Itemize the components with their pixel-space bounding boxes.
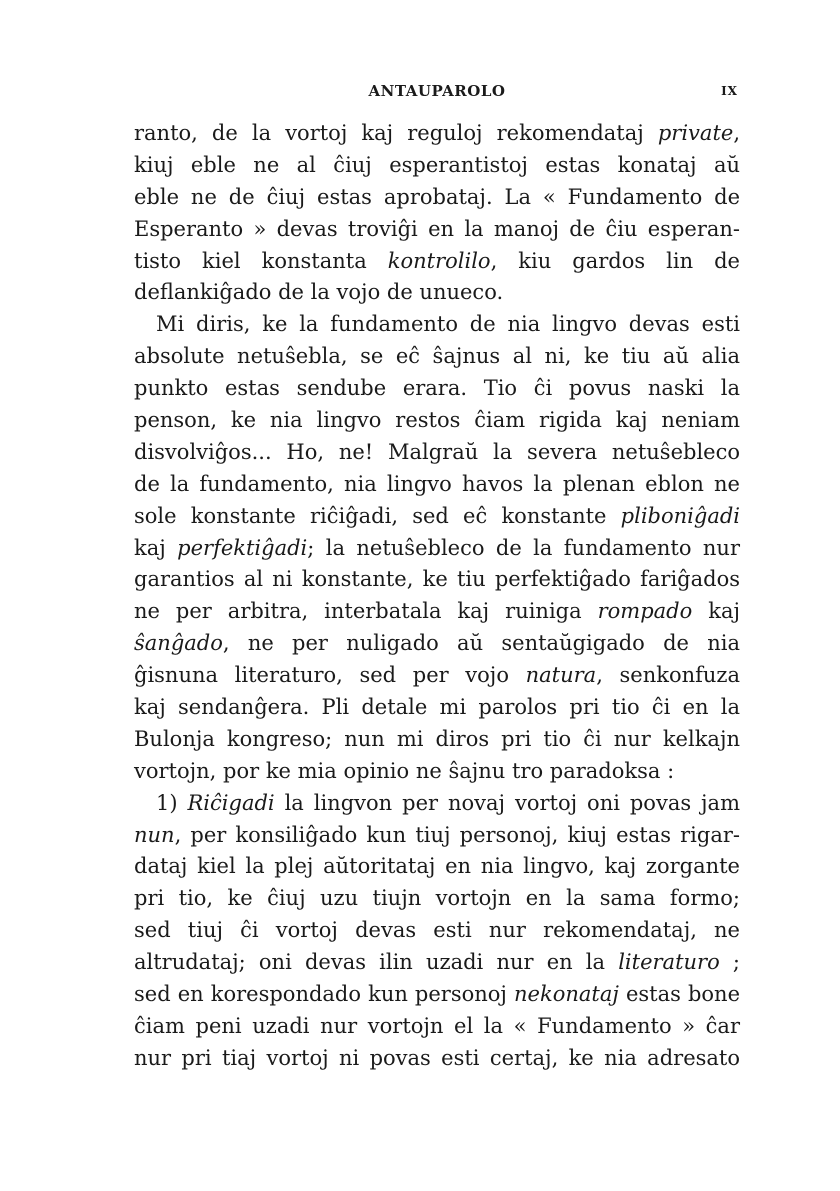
text-segment: Mi diris, ke la fundamento de nia lingvo devas esti — [156, 312, 740, 337]
page-number: IX — [721, 84, 738, 98]
text-segment: ; — [719, 950, 740, 975]
text-line — [134, 915, 740, 947]
text-segment: eble ne de ĉiuj estas aprobataj. La « Fundamento de — [134, 184, 740, 209]
text-line — [134, 182, 740, 214]
text-segment: vortojn, por ke mia opinio ne ŝajnu tro paradoksa : — [134, 758, 675, 783]
text-line — [134, 373, 740, 405]
text-segment: garantios al ni konstante, ke tiu perfektiĝado fariĝados — [134, 567, 740, 592]
text-line — [134, 277, 740, 309]
italic-term: nekonataj — [514, 982, 619, 1007]
text-line — [134, 596, 740, 628]
text-line — [134, 692, 740, 724]
text-segment: , ne per nuligado aŭ sentaŭgigado de nia — [222, 631, 740, 656]
text-segment: estas bone — [618, 982, 740, 1007]
running-title: ANTAUPAROLO — [368, 82, 506, 100]
text-segment: pri tio, ke ĉiuj uzu tiujn vortojn en la sama formo; — [134, 886, 740, 911]
text-line — [134, 788, 740, 820]
italic-term: rompado — [597, 599, 693, 624]
text-line — [134, 405, 740, 437]
text-line — [134, 150, 740, 182]
page-header — [134, 82, 740, 108]
text-segment: penson, ke nia lingvo restos ĉiam rigida kaj neniam — [134, 408, 740, 433]
text-segment: , per konsiliĝado kun tiuj personoj, kiuj estas rigar- — [174, 822, 740, 847]
text-segment: ĝisnuna literaturo, sed per vojo — [134, 663, 526, 688]
text-line — [134, 660, 740, 692]
text-segment: kaj — [692, 599, 740, 624]
text-segment: dataj kiel la plej aŭtoritataj en nia lingvo, kaj zorgante — [134, 854, 740, 879]
italic-term: literaturo — [618, 950, 720, 975]
text-segment: nur pri tiaj vortoj ni povas esti certaj, ke nia adresato — [134, 1045, 740, 1070]
italic-term: kontrolilo — [387, 248, 491, 273]
text-segment: de la fundamento, nia lingvo havos la plenan eblon ne — [134, 471, 740, 496]
text-segment: ĉiam peni uzadi nur vortojn el la « Fundamento » ĉar — [134, 1013, 740, 1038]
text-segment: 1) — [156, 790, 188, 815]
text-line — [134, 309, 740, 341]
text-line — [134, 1043, 740, 1075]
italic-term: nun — [134, 822, 175, 847]
italic-term: perfektiĝadi — [177, 535, 308, 560]
text-segment: la lingvon per novaj vortoj oni povas jam — [274, 790, 740, 815]
text-segment: ; la netuŝebleco de la fundamento nur — [307, 535, 740, 560]
text-line — [134, 437, 740, 469]
text-line — [134, 979, 740, 1011]
text-segment: sole konstante riĉiĝadi, sed eĉ konstante — [134, 503, 621, 528]
text-line — [134, 501, 740, 533]
text-segment: ranto, de la vortoj kaj reguloj rekomendataj — [134, 121, 658, 145]
text-segment: disvolviĝos... Ho, ne! Malgraŭ la severa netuŝebleco — [134, 439, 740, 464]
text-line — [134, 564, 740, 596]
italic-term: pliboniĝadi — [620, 503, 740, 528]
text-segment: altrudataj; oni devas ilin uzadi nur en la — [134, 950, 619, 975]
text-line — [134, 1011, 740, 1043]
text-segment: ne per arbitra, interbatala kaj ruiniga — [134, 599, 598, 624]
text-segment: , kiu gardos lin de — [490, 248, 740, 273]
text-line — [134, 118, 740, 150]
text-segment: sed en korespondado kun personoj — [134, 982, 515, 1007]
italic-term: ŝanĝado — [134, 631, 223, 656]
text-segment: Esperanto » devas troviĝi en la manoj de ĉiu esperan- — [134, 216, 740, 241]
text-segment: punkto estas sendube erara. Tio ĉi povus naski la — [134, 376, 740, 401]
text-line — [134, 341, 740, 373]
text-segment: deflankiĝado de la vojo de unueco. — [134, 280, 504, 305]
text-segment: Bulonja kongreso; nun mi diros pri tio ĉi nur kelkajn — [134, 726, 740, 751]
text-line — [134, 724, 740, 756]
text-line — [134, 883, 740, 915]
text-segment: kaj sendanĝera. Pli detale mi parolos pri tio ĉi en la — [134, 695, 740, 720]
italic-term: natura — [525, 663, 597, 688]
text-line — [134, 851, 740, 883]
text-line — [134, 533, 740, 565]
text-line — [134, 947, 740, 979]
text-line — [134, 628, 740, 660]
text-segment: absolute netuŝebla, se eĉ ŝajnus al ni, ke tiu aŭ alia — [134, 344, 740, 369]
text-segment: , — [733, 121, 740, 145]
italic-term: Riĉigadi — [187, 790, 275, 815]
text-line — [134, 214, 740, 246]
text-segment: kiuj eble ne al ĉiuj esperantistoj estas konataj aŭ — [134, 152, 740, 177]
text-line — [134, 469, 740, 501]
italic-term: private — [657, 121, 734, 145]
text-line — [134, 756, 740, 788]
text-segment: kaj — [134, 535, 178, 560]
text-segment: , senkonfuza — [596, 663, 741, 688]
text-segment: sed tiuj ĉi vortoj devas esti nur rekomendataj, ne — [134, 918, 740, 943]
text-line — [134, 246, 740, 278]
body-text — [134, 118, 740, 1075]
text-line — [134, 820, 740, 852]
text-segment: tisto kiel konstanta — [134, 248, 388, 273]
